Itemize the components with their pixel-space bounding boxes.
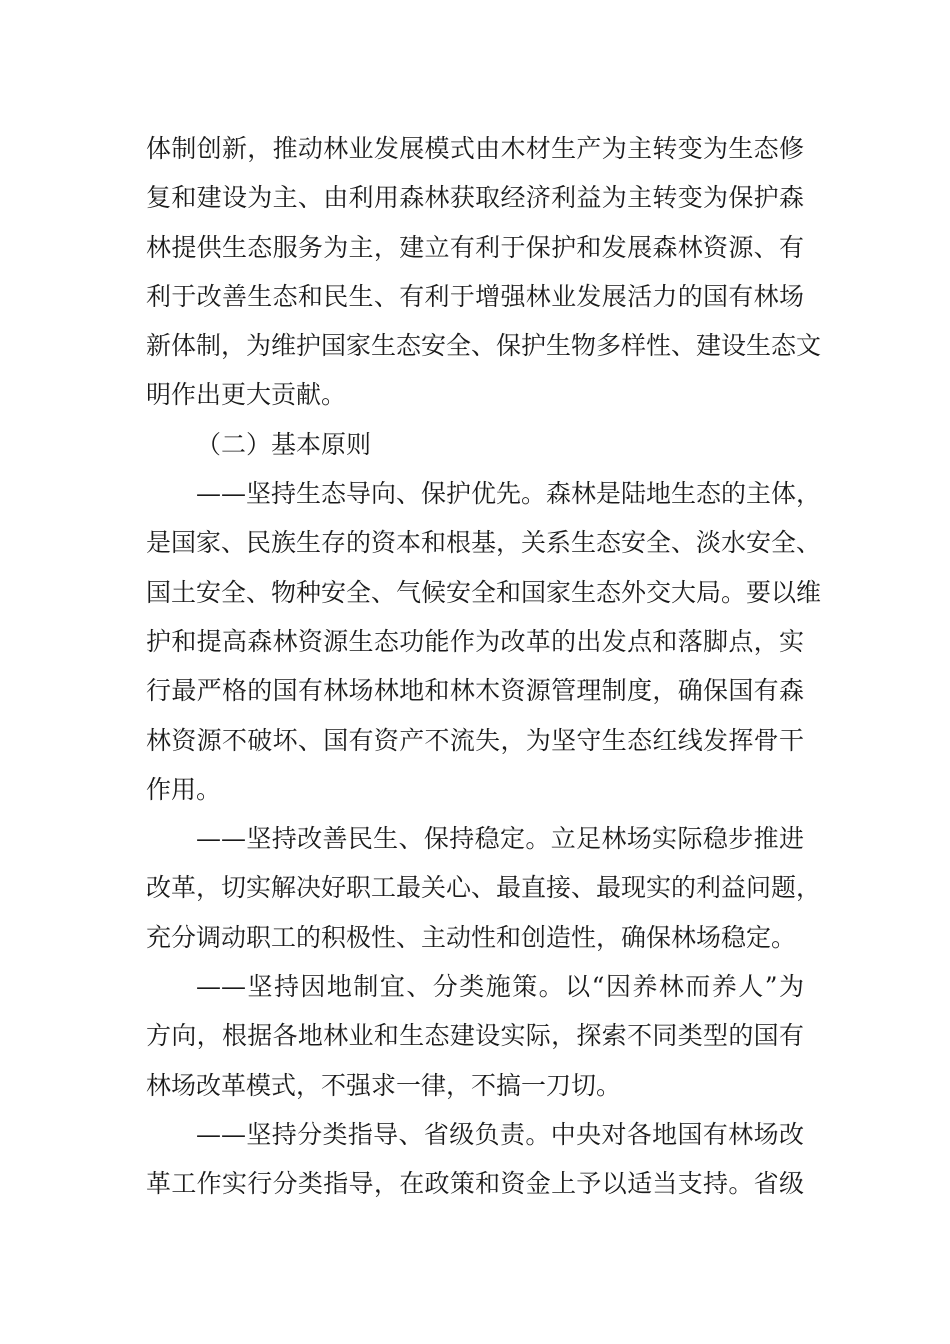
text-line: 方向，根据各地林业和生态建设实际，探索不同类型的国有 <box>146 1021 804 1051</box>
text-line: ——坚持分类指导、省级负责。中央对各地国有林场改 <box>196 1119 804 1149</box>
text-line: 复和建设为主、由利用森林获取经济利益为主转变为保护森 <box>146 183 804 213</box>
text-line: 林资源不破坏、国有资产不流失，为坚守生态红线发挥骨干 <box>146 725 804 755</box>
text-line: 林场改革模式，不强求一律，不搞一刀切。 <box>146 1070 622 1100</box>
text-line: 国土安全、物种安全、气候安全和国家生态外交大局。要以维 <box>146 577 822 607</box>
document-body <box>146 124 822 1209</box>
text-line: ——坚持生态导向、保护优先。森林是陆地生态的主体， <box>196 479 822 509</box>
text-line: 作用。 <box>146 774 222 804</box>
text-line: 改革，切实解决好职工最关心、最直接、最现实的利益问题， <box>146 873 822 903</box>
text-line: 护和提高森林资源生态功能作为改革的出发点和落脚点，实 <box>146 626 804 656</box>
text-line: ——坚持因地制宜、分类施策。以“因养林而养人”为 <box>196 972 804 1002</box>
text-line: 革工作实行分类指导，在政策和资金上予以适当支持。省级 <box>146 1169 804 1199</box>
text-line: 林提供生态服务为主，建立有利于保护和发展森林资源、有 <box>146 232 804 262</box>
text-line: 充分调动职工的积极性、主动性和创造性，确保林场稳定。 <box>146 922 797 952</box>
text-line: 利于改善生态和民生、有利于增强林业发展活力的国有林场 <box>146 281 804 311</box>
text-line: 行最严格的国有林场林地和林木资源管理制度，确保国有森 <box>146 676 804 706</box>
section-heading: （二）基本原则 <box>196 429 372 459</box>
text-line: ——坚持改善民生、保持稳定。立足林场实际稳步推进 <box>196 824 804 854</box>
text-line: 体制创新，推动林业发展模式由木材生产为主转变为生态修 <box>146 134 804 163</box>
text-line: 是国家、民族生存的资本和根基，关系生态安全、淡水安全、 <box>146 528 822 558</box>
text-line: 明作出更大贡献。 <box>146 380 347 410</box>
text-line: 新体制，为维护国家生态安全、保护生物多样性、建设生态文 <box>146 331 822 361</box>
